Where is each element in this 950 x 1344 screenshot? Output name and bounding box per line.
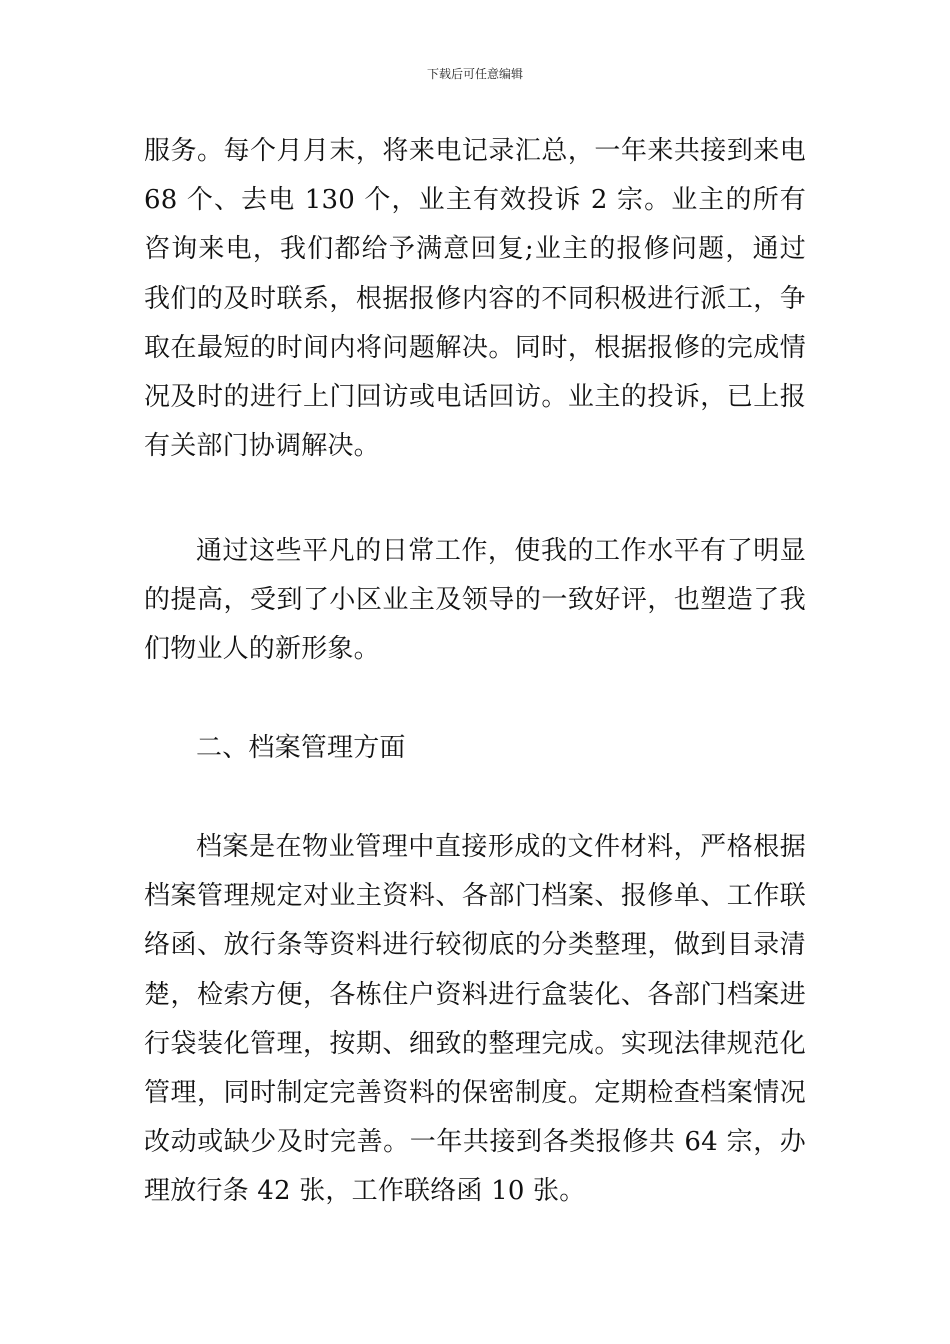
paragraph-work-improvement: 通过这些平凡的日常工作，使我的工作水平有了明显的提高，受到了小区业主及领导的一致好评，也塑造了我们物业人的新形象。 [144, 536, 806, 665]
section-heading-archive-management: 二、档案管理方面 [196, 733, 406, 763]
paragraph-service-summary: 服务。每个月月末，将来电记录汇总，一年来共接到来电 68 个、去电 130 个，业主有效投诉 2 宗。业主的所有咨询来电，我们都给予满意回复;业主的报修问题，通过我们的及时联系，根据报修内容的不同积极进行派工，争取在最短的时间内将问题解决。同时，根据报修的完成情况及时的进行上门回访或电话回访。业主的投诉，已上报有关部门协调解决。 [144, 136, 806, 462]
page-header: 下载后可任意编辑 [426, 67, 523, 81]
paragraph-archive-management: 档案是在物业管理中直接形成的文件材料，严格根据档案管理规定对业主资料、各部门档案、报修单、工作联络函、放行条等资料进行较彻底的分类整理，做到目录清楚，检索方便，各栋住户资料进行盒装化、各部门档案进行袋装化管理，按期、细致的整理完成。实现法律规范化管理，同时制定完善资料的保密制度。定期检查档案情况改动或缺少及时完善。一年共接到各类报修共 64 宗，办理放行条 42 张，工作联络函 10 张。 [144, 832, 806, 1207]
